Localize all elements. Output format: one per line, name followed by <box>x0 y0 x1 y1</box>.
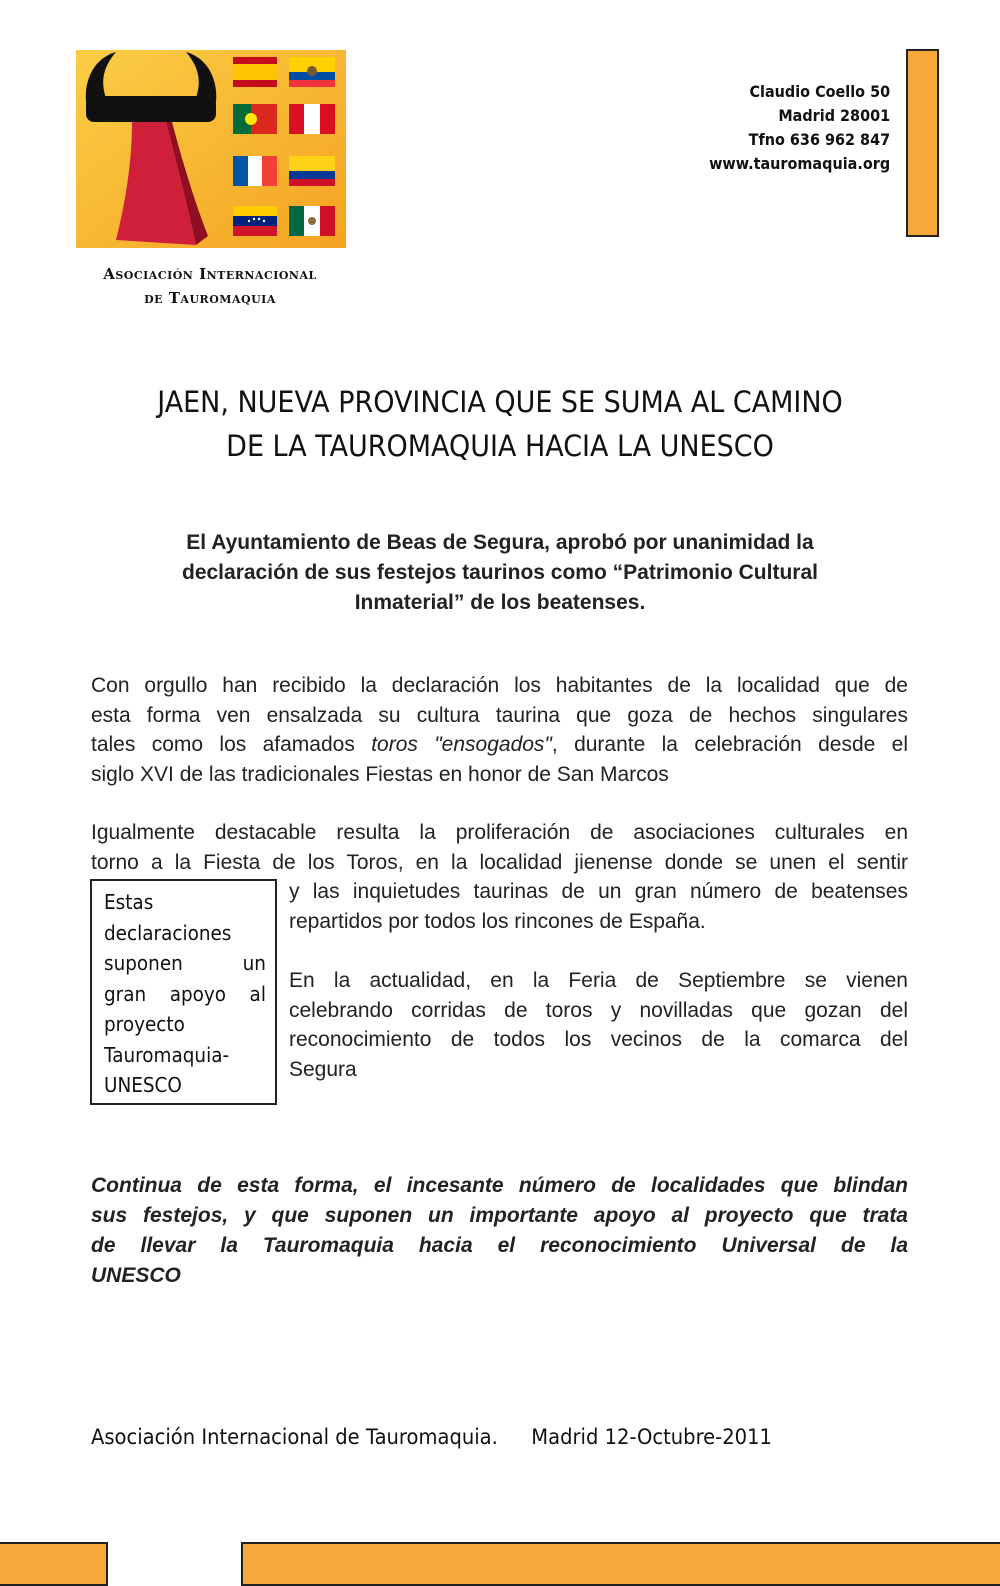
paragraph-line: esta forma ven ensalzada su cultura taurina que goza de hechos singulares <box>91 703 908 727</box>
organization-name-line2: de Tauromaquia <box>144 289 276 307</box>
closing-line: Continua de esta forma, el incesante número de localidades que blindan <box>91 1174 908 1197</box>
callout-line: Estas <box>104 890 154 914</box>
body-paragraph-2-continued <box>289 877 908 936</box>
paragraph-line: reconocimiento de todos los vecinos de la comarca del <box>289 1028 908 1051</box>
decorative-bottom-bar-right <box>241 1542 1000 1586</box>
subheadline-line3: Inmaterial” de los beatenses. <box>354 591 646 614</box>
body-paragraph-3 <box>289 966 908 1084</box>
headline <box>100 380 900 468</box>
signature-place-date: Madrid 12-Octubre-2011 <box>531 1425 772 1449</box>
subheadline-line1: El Ayuntamiento de Beas de Segura, aprobó por unanimidad la <box>186 531 814 554</box>
contact-website[interactable]: www.tauromaquia.org <box>708 154 890 173</box>
paragraph-text: , durante la celebración desde el <box>551 733 908 756</box>
paragraph-line: torno a la Fiesta de los Toros, en la localidad jienense donde se unen el sentir <box>91 850 908 874</box>
contact-block <box>709 80 890 176</box>
contact-city: Madrid 28001 <box>778 106 890 125</box>
headline-line2: DE LA TAUROMAQUIA HACIA LA UNESCO <box>226 429 774 463</box>
subheadline-line2: declaración de sus festejos taurinos como “Patrimonio Cultural <box>182 561 818 584</box>
contact-phone: Tfno 636 962 847 <box>748 130 890 149</box>
mexico-flag <box>289 206 335 236</box>
paragraph-line: Igualmente destacable resulta la proliferación de asociaciones culturales en <box>91 821 908 844</box>
peru-flag <box>289 104 335 134</box>
paragraph-line: En la actualidad, en la Feria de Septiembre se vienen <box>289 969 908 992</box>
paragraph-line: siglo XVI de las tradicionales Fiestas en honor de San Marcos <box>91 762 669 786</box>
organization-name-line1: Asociación Internacional <box>103 265 317 283</box>
closing-paragraph <box>91 1171 908 1291</box>
callout-line: gran apoyo al <box>104 981 266 1006</box>
paragraph-line <box>91 730 908 760</box>
organization-name <box>60 262 360 310</box>
callout-line: suponen un <box>104 951 266 975</box>
portugal-flag <box>233 104 277 134</box>
callout-line: UNESCO <box>104 1073 182 1097</box>
signature-line <box>91 1421 772 1453</box>
decorative-bottom-bar-left <box>0 1542 108 1586</box>
ecuador-flag <box>289 57 335 87</box>
callout-box <box>90 879 277 1105</box>
france-flag <box>233 156 277 186</box>
closing-line: de llevar la Tauromaquia hacia el reconocimiento Universal de la <box>91 1234 908 1257</box>
association-logo <box>76 50 346 248</box>
paragraph-line: celebrando corridas de toros y novilladas que gozan del <box>289 998 908 1022</box>
contact-address: Claudio Coello 50 <box>749 82 890 101</box>
spain-flag <box>233 57 277 87</box>
emphasis-text: toros "ensogados" <box>371 733 552 756</box>
subheadline <box>100 528 900 618</box>
decorative-side-bar <box>906 49 939 237</box>
callout-line: declaraciones <box>104 920 232 945</box>
paragraph-line: repartidos por todos los rincones de España. <box>289 909 706 933</box>
paragraph-line: Segura <box>289 1057 357 1081</box>
paragraph-line: y las inquietudes taurinas de un gran número de beatenses <box>289 880 908 903</box>
closing-line: sus festejos, y que suponen un importante apoyo al proyecto que trata <box>91 1204 908 1227</box>
body-paragraph-1 <box>91 671 908 789</box>
callout-line: Tauromaquia- <box>104 1042 230 1067</box>
colombia-flag <box>289 156 335 186</box>
callout-line: proyecto <box>104 1012 185 1036</box>
headline-line1: JAEN, NUEVA PROVINCIA QUE SE SUMA AL CAMINO <box>157 385 843 419</box>
venezuela-flag <box>233 206 277 236</box>
closing-line: UNESCO <box>91 1264 181 1287</box>
signature-organization: Asociación Internacional de Tauromaquia. <box>91 1425 498 1449</box>
paragraph-text: tales como los afamados <box>91 733 372 756</box>
body-paragraph-2 <box>91 818 908 877</box>
paragraph-line: Con orgullo han recibido la declaración los habitantes de la localidad que de <box>91 674 908 697</box>
